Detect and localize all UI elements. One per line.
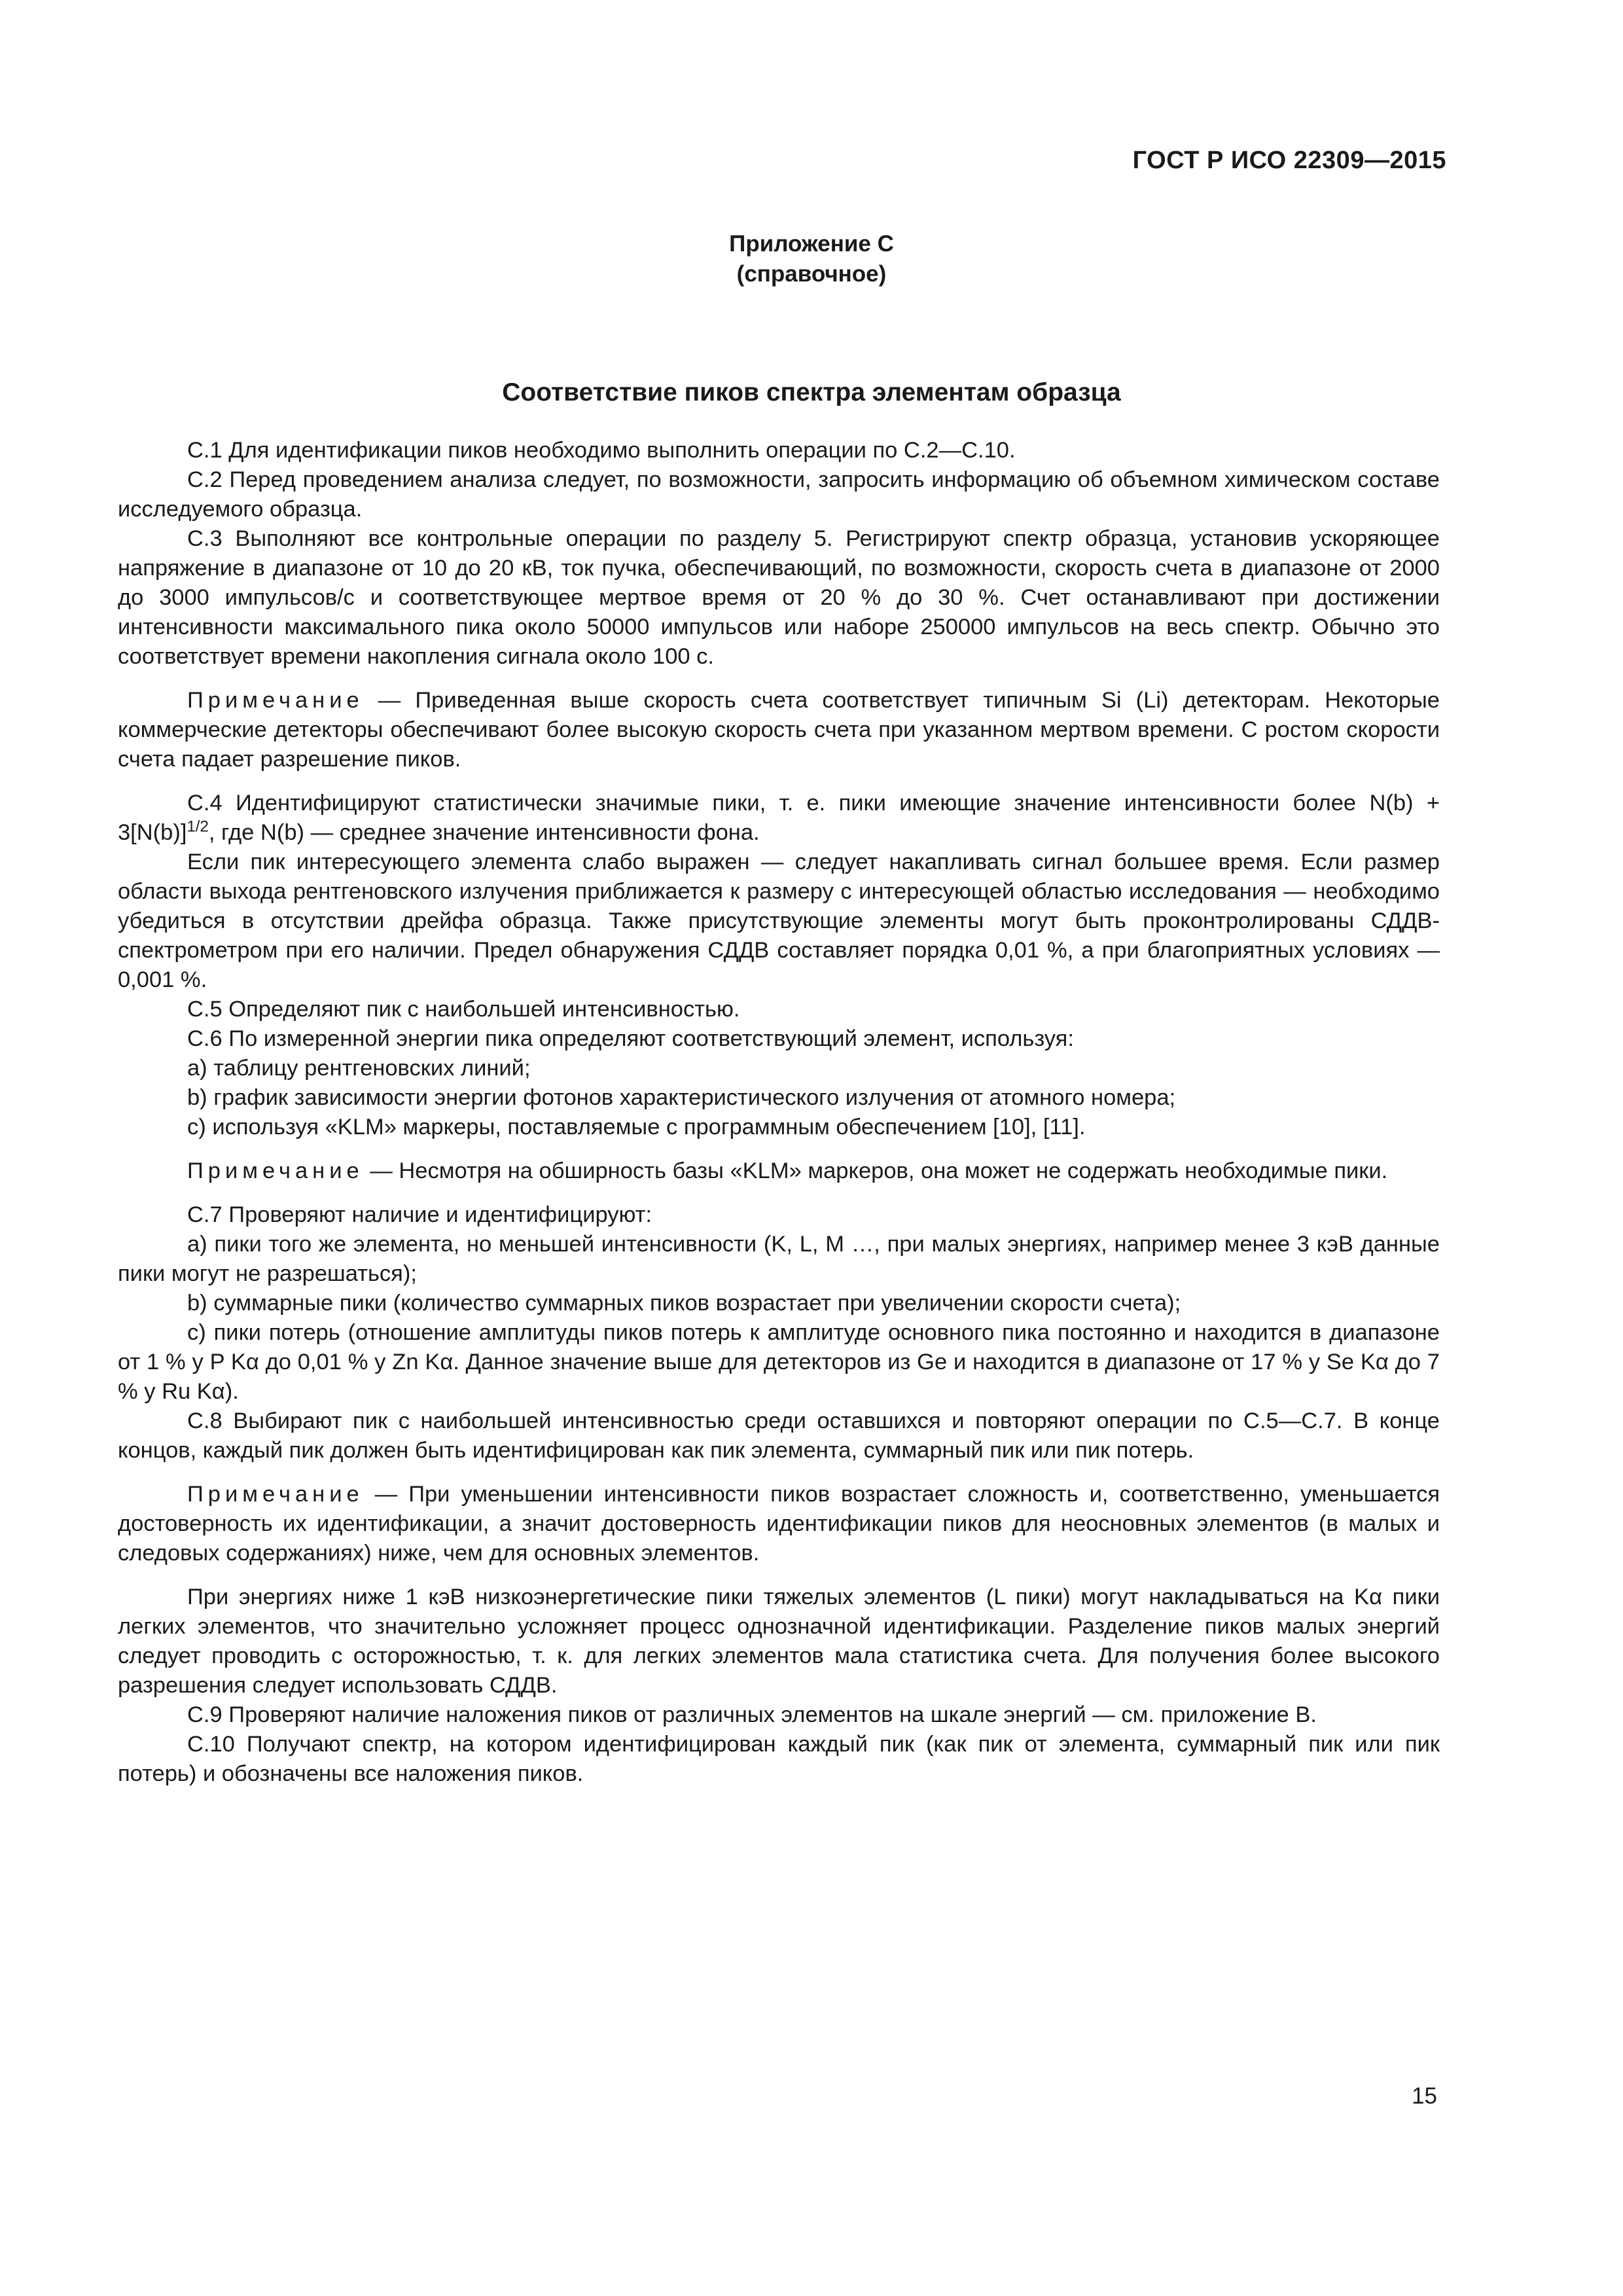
paragraph-c4-end: , где N(b) — среднее значение интенсивности фона. bbox=[208, 820, 760, 845]
paragraph-c4 bbox=[118, 789, 1440, 848]
section-title: Соответствие пиков спектра элементам образца bbox=[502, 378, 1121, 406]
note-1 bbox=[118, 686, 1440, 774]
note-label: Примечание bbox=[187, 1482, 364, 1507]
list-item-c6-a: a) таблицу рентгеновских линий; bbox=[187, 1056, 531, 1081]
list-item-c7-b: b) суммарные пики (количество суммарных пиков возрастает при увеличении скорости счета); bbox=[187, 1291, 1181, 1316]
paragraph-c2: С.2 Перед проведением анализа следует, по возможности, запросить информацию об объемном химическом составе исследуемого образца. bbox=[118, 467, 1440, 522]
exponent: 1/2 bbox=[187, 817, 209, 836]
paragraph-c10: С.10 Получают спектр, на котором идентифицирован каждый пик (как пик от элемента, суммарный пик или пик потерь) и обозначены все наложения пиков. bbox=[118, 1732, 1440, 1786]
paragraph-c6: С.6 По измеренной энергии пика определяют соответствующий элемент, используя: bbox=[187, 1026, 1074, 1051]
note-text: — Несмотря на обширность базы «KLM» маркеров, она может не содержать необходимые пики. bbox=[363, 1158, 1388, 1183]
document-standard-number: ГОСТ Р ИСО 22309—2015 bbox=[1132, 147, 1446, 174]
paragraph-low-energy: При энергиях ниже 1 кэВ низкоэнергетические пики тяжелых элементов (L пики) могут накладываться на Kα пики легких элементов, что значительно усложняет процесс однозначной идентификации. Разделение пиков малых энергий следует проводить с осторожностью, т. к. для легких элементов мала статистика счета. Для получения более высокого разрешения следует использовать СДДВ. bbox=[118, 1585, 1440, 1698]
note-label: Примечание bbox=[187, 688, 364, 713]
list-item-c7-c: c) пики потерь (отношение амплитуды пиков потерь к амплитуде основного пика постоянно и находится в диапазоне от 1 % у P Kα до 0,01 % у Zn Kα. Данное значение выше для детекторов из Ge и находится в диапазоне от 17 % у Se Kα до 7 % у Ru Kα). bbox=[118, 1320, 1440, 1404]
note-text: — При уменьшении интенсивности пиков возрастает сложность и, соответственно, уменьшается достоверность их идентификации, а значит достоверность идентификации пиков для неосновных элементов (в малых и следовых содержаниях) ниже, чем для основных элементов. bbox=[118, 1482, 1440, 1566]
note-2 bbox=[118, 1157, 1440, 1186]
paragraph-c4-start: С.4 Идентифицируют статистически значимые пики, т. е. пики имеющие значение интенсивности более N(b) + 3[N(b)] bbox=[118, 791, 1440, 845]
page-number: 15 bbox=[1412, 2083, 1437, 2109]
note-label: Примечание bbox=[187, 1158, 364, 1183]
paragraph-c7: С.7 Проверяют наличие и идентифицируют: bbox=[187, 1202, 652, 1227]
list-item-c6-b: b) график зависимости энергии фотонов характеристического излучения от атомного номера; bbox=[187, 1085, 1176, 1110]
paragraph-c3: С.3 Выполняют все контрольные операции по разделу 5. Регистрируют спектр образца, установив ускоряющее напряжение в диапазоне от 10 до 20 кВ, ток пучка, обеспечивающий, по возможности, скорость счета в диапазоне от 2000 до 3000 импульсов/с и соответствующее мертвое время от 20 % до 30 %. Счет останавливают при достижении интенсивности максимального пика около 50000 импульсов или наборе 250000 импульсов на весь спектр. Обычно это соответствует времени накопления сигнала около 100 с. bbox=[118, 526, 1440, 669]
paragraph-c9: С.9 Проверяют наличие наложения пиков от различных элементов на шкале энергий — см. приложение В. bbox=[187, 1702, 1317, 1727]
paragraph-c5: С.5 Определяют пик с наибольшей интенсивностью. bbox=[187, 997, 740, 1022]
paragraph-c4-weak-peak: Если пик интересующего элемента слабо выражен — следует накапливать сигнал большее время. Если размер области выхода рентгеновского излучения приближается к размеру с интересующей областью исследования — необходимо убедиться в отсутствии дрейфа образца. Также присутствующие элементы могут быть проконтролированы СДДВ-спектрометром при его наличии. Предел обнаружения СДДВ составляет порядка 0,01 %, а при благоприятных условиях — 0,001 %. bbox=[118, 850, 1440, 992]
paragraph-c1: С.1 Для идентификации пиков необходимо выполнить операции по С.2—С.10. bbox=[187, 438, 1016, 463]
note-3 bbox=[118, 1480, 1440, 1568]
appendix-subtitle: (справочное) bbox=[736, 261, 887, 287]
document-body bbox=[118, 436, 1440, 1789]
appendix-title: Приложение С bbox=[729, 231, 894, 257]
list-item-c7-a: a) пики того же элемента, но меньшей интенсивности (K, L, M …, при малых энергиях, например менее 3 кэВ данные пики могут не разрешаться); bbox=[118, 1232, 1440, 1286]
paragraph-c8: С.8 Выбирают пик с наибольшей интенсивностью среди оставшихся и повторяют операции по С.5—С.7. В конце концов, каждый пик должен быть идентифицирован как пик элемента, суммарный пик или пик потерь. bbox=[118, 1408, 1440, 1463]
appendix-heading bbox=[0, 229, 1623, 289]
note-text: — Приведенная выше скорость счета соответствует типичным Si (Li) детекторам. Некоторые коммерческие детекторы обеспечивают более высокую скорость счета при указанном мертвом времени. С ростом скорости счета падает разрешение пиков. bbox=[118, 688, 1440, 772]
list-item-c6-c: c) используя «KLM» маркеры, поставляемые с программным обеспечением [10], [11]. bbox=[187, 1115, 1086, 1139]
